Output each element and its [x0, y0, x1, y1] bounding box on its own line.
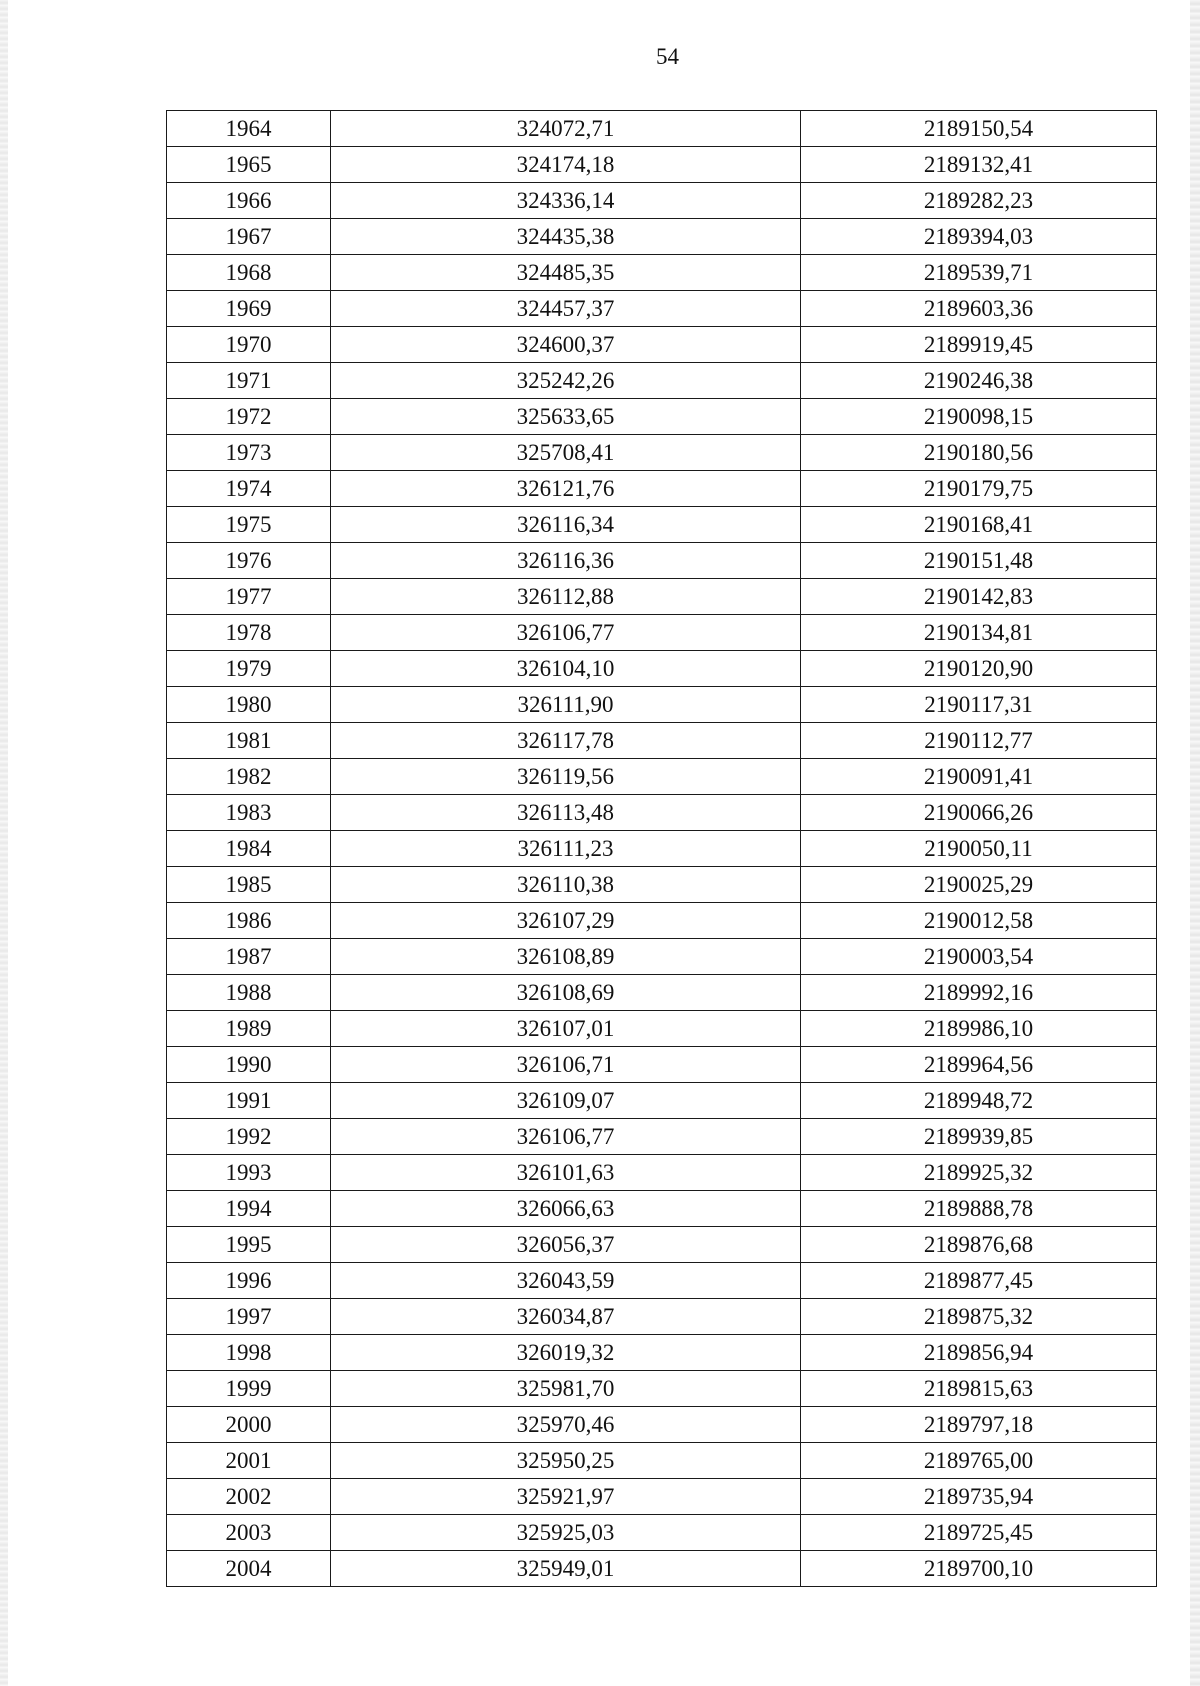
y-value-cell: 2189964,56: [801, 1047, 1157, 1083]
y-value-cell: 2189875,32: [801, 1299, 1157, 1335]
year-cell: 2000: [167, 1407, 331, 1443]
y-value-cell: 2190246,38: [801, 363, 1157, 399]
y-value-cell: 2190025,29: [801, 867, 1157, 903]
x-value-cell: 325981,70: [331, 1371, 801, 1407]
y-value-cell: 2190003,54: [801, 939, 1157, 975]
x-value-cell: 326034,87: [331, 1299, 801, 1335]
table-row: [167, 471, 1157, 507]
x-value-cell: 324435,38: [331, 219, 801, 255]
table-row: [167, 1515, 1157, 1551]
table-row: [167, 1227, 1157, 1263]
year-cell: 1986: [167, 903, 331, 939]
y-value-cell: 2189815,63: [801, 1371, 1157, 1407]
x-value-cell: 326110,38: [331, 867, 801, 903]
table-row: [167, 795, 1157, 831]
year-cell: 1980: [167, 687, 331, 723]
year-cell: 1972: [167, 399, 331, 435]
table-row: [167, 183, 1157, 219]
table-row: [167, 579, 1157, 615]
year-cell: 1991: [167, 1083, 331, 1119]
table-row: [167, 1299, 1157, 1335]
y-value-cell: 2189132,41: [801, 147, 1157, 183]
table-row: [167, 903, 1157, 939]
year-cell: 1999: [167, 1371, 331, 1407]
table-row: [167, 435, 1157, 471]
year-cell: 1995: [167, 1227, 331, 1263]
table-row: [167, 615, 1157, 651]
x-value-cell: 324072,71: [331, 111, 801, 147]
page-number: 54: [656, 44, 679, 69]
y-value-cell: 2190151,48: [801, 543, 1157, 579]
year-cell: 1982: [167, 759, 331, 795]
scan-edge-right: [1190, 0, 1200, 1686]
table-row: [167, 1047, 1157, 1083]
table-row: [167, 1083, 1157, 1119]
year-cell: 2001: [167, 1443, 331, 1479]
table-row: [167, 1191, 1157, 1227]
x-value-cell: 326117,78: [331, 723, 801, 759]
x-value-cell: 326106,77: [331, 615, 801, 651]
y-value-cell: 2189876,68: [801, 1227, 1157, 1263]
y-value-cell: 2189939,85: [801, 1119, 1157, 1155]
coordinates-table: [166, 110, 1157, 1587]
y-value-cell: 2189925,32: [801, 1155, 1157, 1191]
table-row: [167, 363, 1157, 399]
year-cell: 1964: [167, 111, 331, 147]
y-value-cell: 2189725,45: [801, 1515, 1157, 1551]
table-row: [167, 1263, 1157, 1299]
year-cell: 1976: [167, 543, 331, 579]
year-cell: 1975: [167, 507, 331, 543]
y-value-cell: 2189394,03: [801, 219, 1157, 255]
x-value-cell: 326101,63: [331, 1155, 801, 1191]
year-cell: 1969: [167, 291, 331, 327]
year-cell: 1977: [167, 579, 331, 615]
x-value-cell: 325242,26: [331, 363, 801, 399]
table-row: [167, 1551, 1157, 1587]
x-value-cell: 326106,77: [331, 1119, 801, 1155]
y-value-cell: 2189877,45: [801, 1263, 1157, 1299]
table-row: [167, 147, 1157, 183]
y-value-cell: 2189888,78: [801, 1191, 1157, 1227]
table-row: [167, 507, 1157, 543]
x-value-cell: 326106,71: [331, 1047, 801, 1083]
y-value-cell: 2189797,18: [801, 1407, 1157, 1443]
table-row: [167, 399, 1157, 435]
table-row: [167, 1443, 1157, 1479]
y-value-cell: 2190117,31: [801, 687, 1157, 723]
table-row: [167, 255, 1157, 291]
x-value-cell: 325949,01: [331, 1551, 801, 1587]
y-value-cell: 2189765,00: [801, 1443, 1157, 1479]
y-value-cell: 2189700,10: [801, 1551, 1157, 1587]
y-value-cell: 2190091,41: [801, 759, 1157, 795]
x-value-cell: 326121,76: [331, 471, 801, 507]
table-row: [167, 651, 1157, 687]
table-row: [167, 975, 1157, 1011]
table-row: [167, 1371, 1157, 1407]
x-value-cell: 324457,37: [331, 291, 801, 327]
year-cell: 1968: [167, 255, 331, 291]
y-value-cell: 2190142,83: [801, 579, 1157, 615]
x-value-cell: 326108,69: [331, 975, 801, 1011]
y-value-cell: 2190066,26: [801, 795, 1157, 831]
table-row: [167, 1011, 1157, 1047]
year-cell: 1974: [167, 471, 331, 507]
y-value-cell: 2190112,77: [801, 723, 1157, 759]
y-value-cell: 2189603,36: [801, 291, 1157, 327]
x-value-cell: 326111,23: [331, 831, 801, 867]
year-cell: 1981: [167, 723, 331, 759]
year-cell: 1996: [167, 1263, 331, 1299]
y-value-cell: 2189919,45: [801, 327, 1157, 363]
year-cell: 1966: [167, 183, 331, 219]
year-cell: 1967: [167, 219, 331, 255]
x-value-cell: 326109,07: [331, 1083, 801, 1119]
y-value-cell: 2190168,41: [801, 507, 1157, 543]
year-cell: 1983: [167, 795, 331, 831]
table-body: [167, 111, 1157, 1587]
x-value-cell: 325925,03: [331, 1515, 801, 1551]
table-row: [167, 1479, 1157, 1515]
y-value-cell: 2189948,72: [801, 1083, 1157, 1119]
x-value-cell: 325708,41: [331, 435, 801, 471]
x-value-cell: 324485,35: [331, 255, 801, 291]
table-row: [167, 867, 1157, 903]
year-cell: 1994: [167, 1191, 331, 1227]
year-cell: 1990: [167, 1047, 331, 1083]
year-cell: 1993: [167, 1155, 331, 1191]
x-value-cell: 326056,37: [331, 1227, 801, 1263]
x-value-cell: 326104,10: [331, 651, 801, 687]
table-row: [167, 939, 1157, 975]
x-value-cell: 325950,25: [331, 1443, 801, 1479]
year-cell: 1998: [167, 1335, 331, 1371]
table-row: [167, 1407, 1157, 1443]
x-value-cell: 326107,01: [331, 1011, 801, 1047]
x-value-cell: 325970,46: [331, 1407, 801, 1443]
y-value-cell: 2190012,58: [801, 903, 1157, 939]
y-value-cell: 2189735,94: [801, 1479, 1157, 1515]
table-row: [167, 327, 1157, 363]
y-value-cell: 2190180,56: [801, 435, 1157, 471]
table-row: [167, 111, 1157, 147]
x-value-cell: 326066,63: [331, 1191, 801, 1227]
x-value-cell: 326119,56: [331, 759, 801, 795]
year-cell: 1971: [167, 363, 331, 399]
y-value-cell: 2190050,11: [801, 831, 1157, 867]
x-value-cell: 326043,59: [331, 1263, 801, 1299]
y-value-cell: 2189539,71: [801, 255, 1157, 291]
x-value-cell: 325633,65: [331, 399, 801, 435]
x-value-cell: 324336,14: [331, 183, 801, 219]
table-row: [167, 759, 1157, 795]
x-value-cell: 326113,48: [331, 795, 801, 831]
year-cell: 1965: [167, 147, 331, 183]
year-cell: 1973: [167, 435, 331, 471]
scan-edge-left: [0, 0, 8, 1686]
table-row: [167, 543, 1157, 579]
year-cell: 2003: [167, 1515, 331, 1551]
table-row: [167, 1155, 1157, 1191]
x-value-cell: 326019,32: [331, 1335, 801, 1371]
table-row: [167, 219, 1157, 255]
year-cell: 1989: [167, 1011, 331, 1047]
x-value-cell: 325921,97: [331, 1479, 801, 1515]
y-value-cell: 2190098,15: [801, 399, 1157, 435]
x-value-cell: 324174,18: [331, 147, 801, 183]
table-row: [167, 291, 1157, 327]
y-value-cell: 2189282,23: [801, 183, 1157, 219]
x-value-cell: 326116,34: [331, 507, 801, 543]
y-value-cell: 2190179,75: [801, 471, 1157, 507]
table-row: [167, 687, 1157, 723]
y-value-cell: 2189992,16: [801, 975, 1157, 1011]
x-value-cell: 326112,88: [331, 579, 801, 615]
x-value-cell: 326116,36: [331, 543, 801, 579]
y-value-cell: 2190120,90: [801, 651, 1157, 687]
y-value-cell: 2189856,94: [801, 1335, 1157, 1371]
year-cell: 1992: [167, 1119, 331, 1155]
x-value-cell: 326108,89: [331, 939, 801, 975]
year-cell: 1970: [167, 327, 331, 363]
y-value-cell: 2189986,10: [801, 1011, 1157, 1047]
table-row: [167, 723, 1157, 759]
table-row: [167, 831, 1157, 867]
year-cell: 1978: [167, 615, 331, 651]
x-value-cell: 326107,29: [331, 903, 801, 939]
year-cell: 1987: [167, 939, 331, 975]
year-cell: 2002: [167, 1479, 331, 1515]
x-value-cell: 324600,37: [331, 327, 801, 363]
year-cell: 1979: [167, 651, 331, 687]
year-cell: 1988: [167, 975, 331, 1011]
year-cell: 2004: [167, 1551, 331, 1587]
year-cell: 1997: [167, 1299, 331, 1335]
y-value-cell: 2189150,54: [801, 111, 1157, 147]
table-row: [167, 1335, 1157, 1371]
x-value-cell: 326111,90: [331, 687, 801, 723]
table-row: [167, 1119, 1157, 1155]
year-cell: 1985: [167, 867, 331, 903]
year-cell: 1984: [167, 831, 331, 867]
y-value-cell: 2190134,81: [801, 615, 1157, 651]
